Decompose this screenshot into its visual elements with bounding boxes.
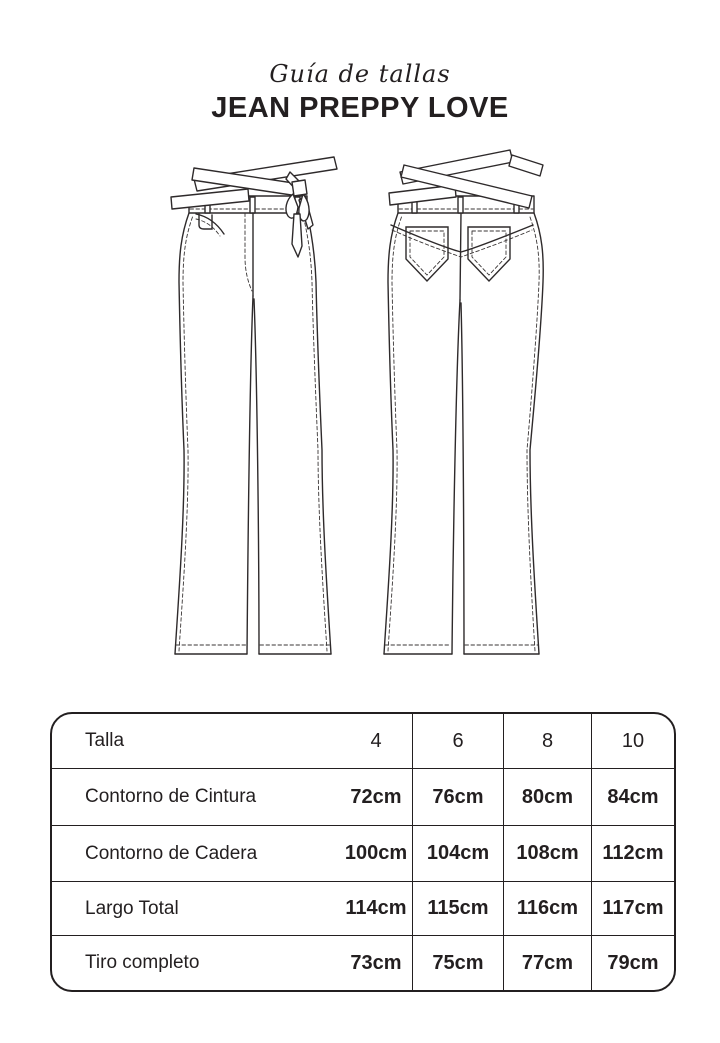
size-table-header-size-10: 10 <box>591 714 674 768</box>
cell-value: 108cm <box>503 825 591 881</box>
jeans-technical-drawing <box>130 145 590 675</box>
size-table-header-size-8: 8 <box>503 714 591 768</box>
cell-value: 73cm <box>340 935 412 990</box>
cell-value: 115cm <box>412 881 503 935</box>
cell-value: 76cm <box>412 768 503 825</box>
jeans-back-view <box>384 150 543 654</box>
row-label: Contorno de Cintura <box>52 768 340 825</box>
front-fly <box>245 213 253 296</box>
cell-value: 77cm <box>503 935 591 990</box>
cell-value: 79cm <box>591 935 674 990</box>
back-pockets <box>406 227 510 281</box>
size-table-header-size-6: 6 <box>412 714 503 768</box>
cell-value: 75cm <box>412 935 503 990</box>
row-label: Contorno de Cadera <box>52 825 340 881</box>
cell-value: 112cm <box>591 825 674 881</box>
front-coin-pocket <box>196 214 224 236</box>
row-label: Largo Total <box>52 881 340 935</box>
page-subtitle: Guía de tallas <box>269 60 451 88</box>
cell-value: 116cm <box>503 881 591 935</box>
size-table <box>50 712 676 992</box>
cell-value: 114cm <box>340 881 412 935</box>
cell-value: 84cm <box>591 768 674 825</box>
cell-value: 104cm <box>412 825 503 881</box>
cell-value: 100cm <box>340 825 412 881</box>
size-table-header-size-4: 4 <box>370 729 382 752</box>
size-table-header-talla: Talla <box>85 730 125 751</box>
row-label: Tiro completo <box>52 935 340 990</box>
cell-value: 80cm <box>503 768 591 825</box>
cell-value: 117cm <box>591 881 674 935</box>
jeans-front-view <box>171 157 337 654</box>
back-yoke <box>391 225 533 257</box>
cell-value: 72cm <box>340 768 412 825</box>
page-title: JEAN PREPPY LOVE <box>211 92 509 124</box>
